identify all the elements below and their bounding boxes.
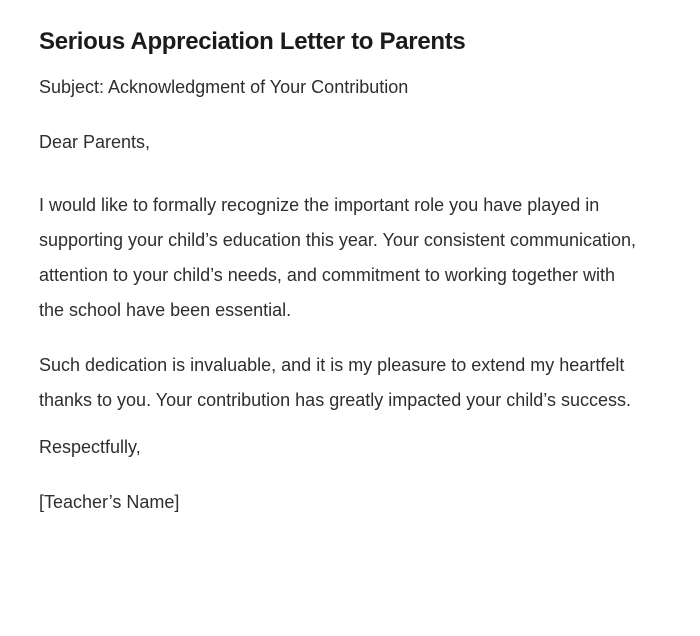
salutation: Dear Parents,	[39, 132, 151, 152]
letter-body	[39, 78, 640, 511]
signature-placeholder: [Teacher’s Name]	[39, 492, 180, 512]
closing: Respectfully,	[39, 437, 141, 457]
body-paragraph: I would like to formally recognize the important role you have played in supporting your child’s education this year. Your consistent communication, attention to your child’s needs, and commitment to working together with the school have been essential.	[39, 195, 637, 320]
body-paragraph: Such dedication is invaluable, and it is my pleasure to extend my heartfelt thanks to you. Your contribution has greatly impacted your child’s success.	[39, 355, 631, 410]
subject-line: Subject: Acknowledgment of Your Contribution	[39, 77, 409, 97]
page-title: Serious Appreciation Letter to Parents	[39, 28, 466, 55]
